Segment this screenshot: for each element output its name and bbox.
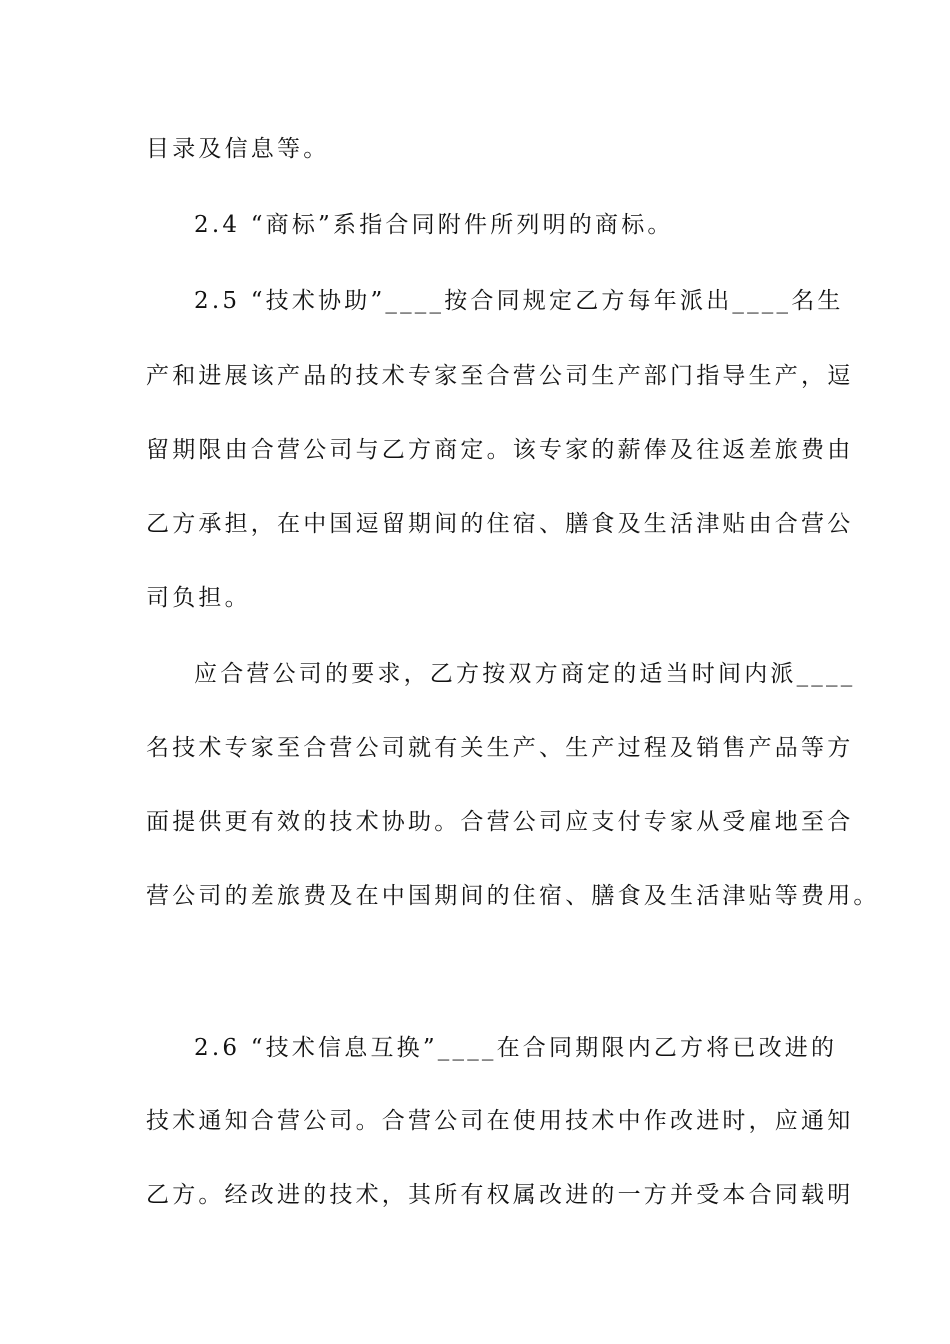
text-line: 产和进展该产品的技术专家至合营公司生产部门指导生产，逗 bbox=[146, 363, 854, 389]
text-line: 目录及信息等。 bbox=[146, 136, 330, 162]
clause-2-6-line: 2.6 “技术信息互换”____在合同期限内乙方将已改进的 bbox=[194, 1035, 838, 1061]
text-line: 技术通知合营公司。合营公司在使用技术中作改进时，应通知 bbox=[146, 1108, 854, 1134]
text-line: 乙方。经改进的技术，其所有权属改进的一方并受本合同载明 bbox=[146, 1182, 854, 1208]
text-line: 乙方承担，在中国逗留期间的住宿、膳食及生活津贴由合营公 bbox=[146, 511, 854, 537]
paragraph-start-line: 应合营公司的要求，乙方按双方商定的适当时间内派____ bbox=[194, 661, 856, 687]
text-line: 留期限由合营公司与乙方商定。该专家的薪俸及往返差旅费由 bbox=[146, 437, 854, 463]
text-line: 名技术专家至合营公司就有关生产、生产过程及销售产品等方 bbox=[146, 735, 854, 761]
text-line: 营公司的差旅费及在中国期间的住宿、膳食及生活津贴等费用。 bbox=[146, 883, 880, 909]
clause-2-4-line: 2.4 “商标”系指合同附件所列明的商标。 bbox=[194, 212, 674, 238]
text-line: 面提供更有效的技术协助。合营公司应支付专家从受雇地至合 bbox=[146, 809, 854, 835]
text-line: 司负担。 bbox=[146, 585, 251, 611]
clause-2-5-line: 2.5 “技术协助”____按合同规定乙方每年派出____名生 bbox=[194, 288, 844, 314]
